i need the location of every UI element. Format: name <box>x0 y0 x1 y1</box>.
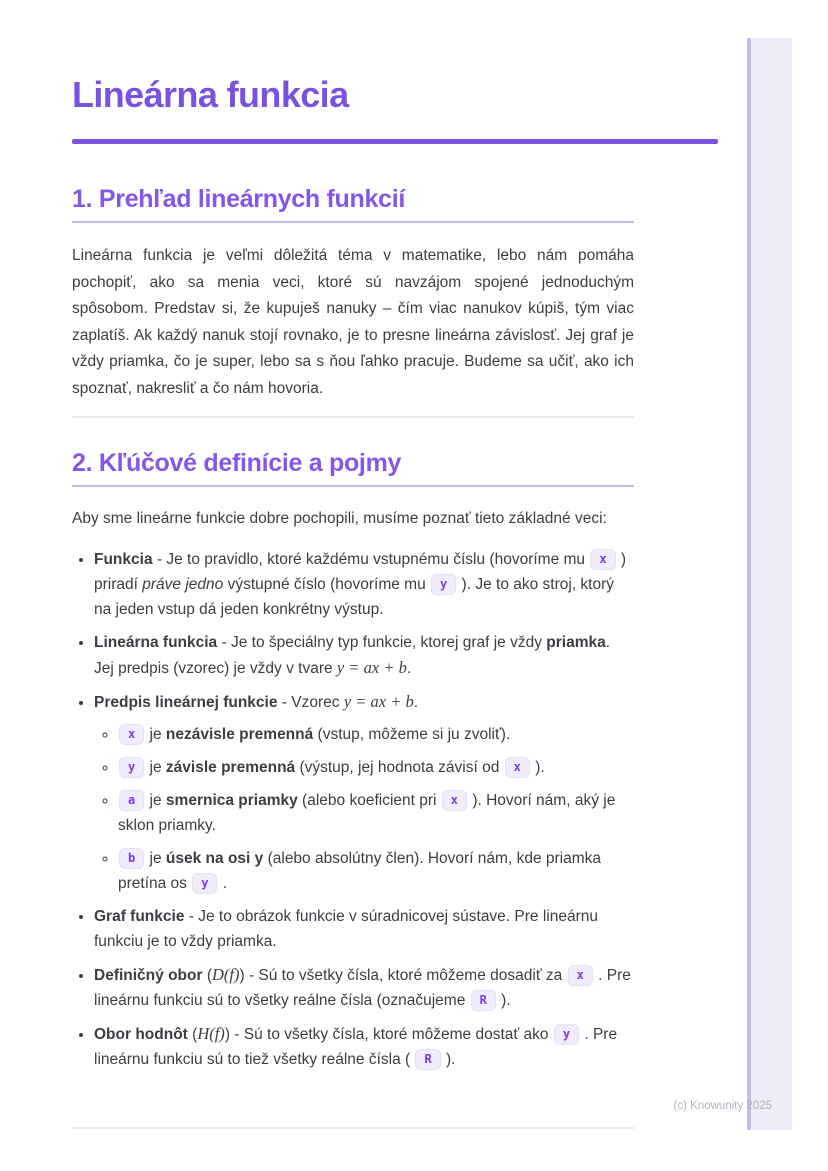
code-chip: y <box>192 873 217 894</box>
page-title: Lineárna funkcia <box>72 74 349 115</box>
definitions-intro: Aby sme lineárne funkcie dobre pochopili, musíme poznať tieto základné veci: <box>72 510 607 527</box>
list-item: • Definičný obor (D(f)) - Sú to všetky čísla, ktoré môžeme dosadiť za x . Pre lineárnu funkciu sú to všetky reálne čísla (označujeme R ). <box>94 962 634 1013</box>
code-chip: x <box>568 965 593 986</box>
code-chip: x <box>505 757 530 778</box>
code-chip: y <box>119 757 144 778</box>
code-chip: R <box>471 990 496 1011</box>
sub-list-item: ◦ a je smernica priamky (alebo koeficient pri x ). Hovorí nám, aký je sklon priamky. <box>118 788 634 838</box>
code-chip: x <box>590 549 615 570</box>
list-item: • Predpis lineárnej funkcie - Vzorec y = ax + b. ◦ x je nezávisle premenná (vstup, môžeme si ju zvoliť). ◦ y je závisle premenná (výstup, jej hodnota závisí od x ). ◦ a je smernica priamky (alebo koeficient pri x ). Hovorí nám, aký je sklon priamky. ◦ b je úsek na osi y (alebo absolútny člen). Hovorí nám, kde priamka pretína os y . <box>94 689 634 896</box>
overview-heading-underline <box>72 221 634 223</box>
list-item: • Obor hodnôt (H(f)) - Sú to všetky čísla, ktoré môžeme dostať ako y . Pre lineárnu funkciu sú to tiež všetky reálne čísla ( R ). <box>94 1021 634 1072</box>
code-chip: a <box>119 790 144 811</box>
code-chip: x <box>119 724 144 745</box>
code-chip: R <box>415 1049 440 1070</box>
copyright-note: (c) Knowunity 2025 <box>673 1100 772 1112</box>
code-chip: x <box>442 790 467 811</box>
section-definitions-heading: 2. Kľúčové definície a pojmy <box>72 449 402 477</box>
document-content <box>72 0 718 1072</box>
side-accent-strip <box>747 38 792 1130</box>
section-divider <box>72 416 634 418</box>
definitions-heading-underline <box>72 485 634 487</box>
sub-list-item: ◦ y je závisle premenná (výstup, jej hodnota závisí od x ). <box>118 755 634 780</box>
bottom-divider <box>72 1127 634 1129</box>
list-item: • Lineárna funkcia - Je to špeciálny typ funkcie, ktorej graf je vždy priamka. Jej predpis (vzorec) je vždy v tvare y = ax + b. <box>94 630 634 681</box>
code-chip: y <box>431 574 456 595</box>
definitions-list <box>72 547 634 1072</box>
sub-list-item: ◦ b je úsek na osi y (alebo absolútny člen). Hovorí nám, kde priamka pretína os y . <box>118 846 634 896</box>
sub-list-item: ◦ x je nezávisle premenná (vstup, môžeme si ju zvoliť). <box>118 722 634 747</box>
sub-list <box>94 722 634 896</box>
code-chip: b <box>119 848 144 869</box>
section-overview-heading: 1. Prehľad lineárnych funkcií <box>72 185 405 213</box>
code-chip: y <box>554 1024 579 1045</box>
list-item: • Graf funkcie - Je to obrázok funkcie v súradnicovej sústave. Pre lineárnu funkciu je to vždy priamka. <box>94 904 634 954</box>
overview-paragraph: Lineárna funkcia je veľmi dôležitá téma v matematike, lebo nám pomáha pochopiť, ako sa menia veci, ktoré sú navzájom spojené jednoduchým spôsobom. Predstav si, že kupuješ nanuky – čím viac nanukov kúpiš, tým viac zaplatíš. Ak každý nanuk stojí rovnako, je to presne lineárna závislosť. Jej graf je vždy priamka, čo je super, lebo sa s ňou ľahko pracuje. Budeme sa učiť, ako ich spoznať, nakresliť a čo nám hovoria. <box>72 247 634 397</box>
title-underline <box>72 139 718 144</box>
list-item: • Funkcia - Je to pravidlo, ktoré každému vstupnému číslu (hovoríme mu x ) priradí práve jedno výstupné číslo (hovoríme mu y ). Je to ako stroj, ktorý na jeden vstup dá jeden konkrétny výstup. <box>94 547 634 622</box>
